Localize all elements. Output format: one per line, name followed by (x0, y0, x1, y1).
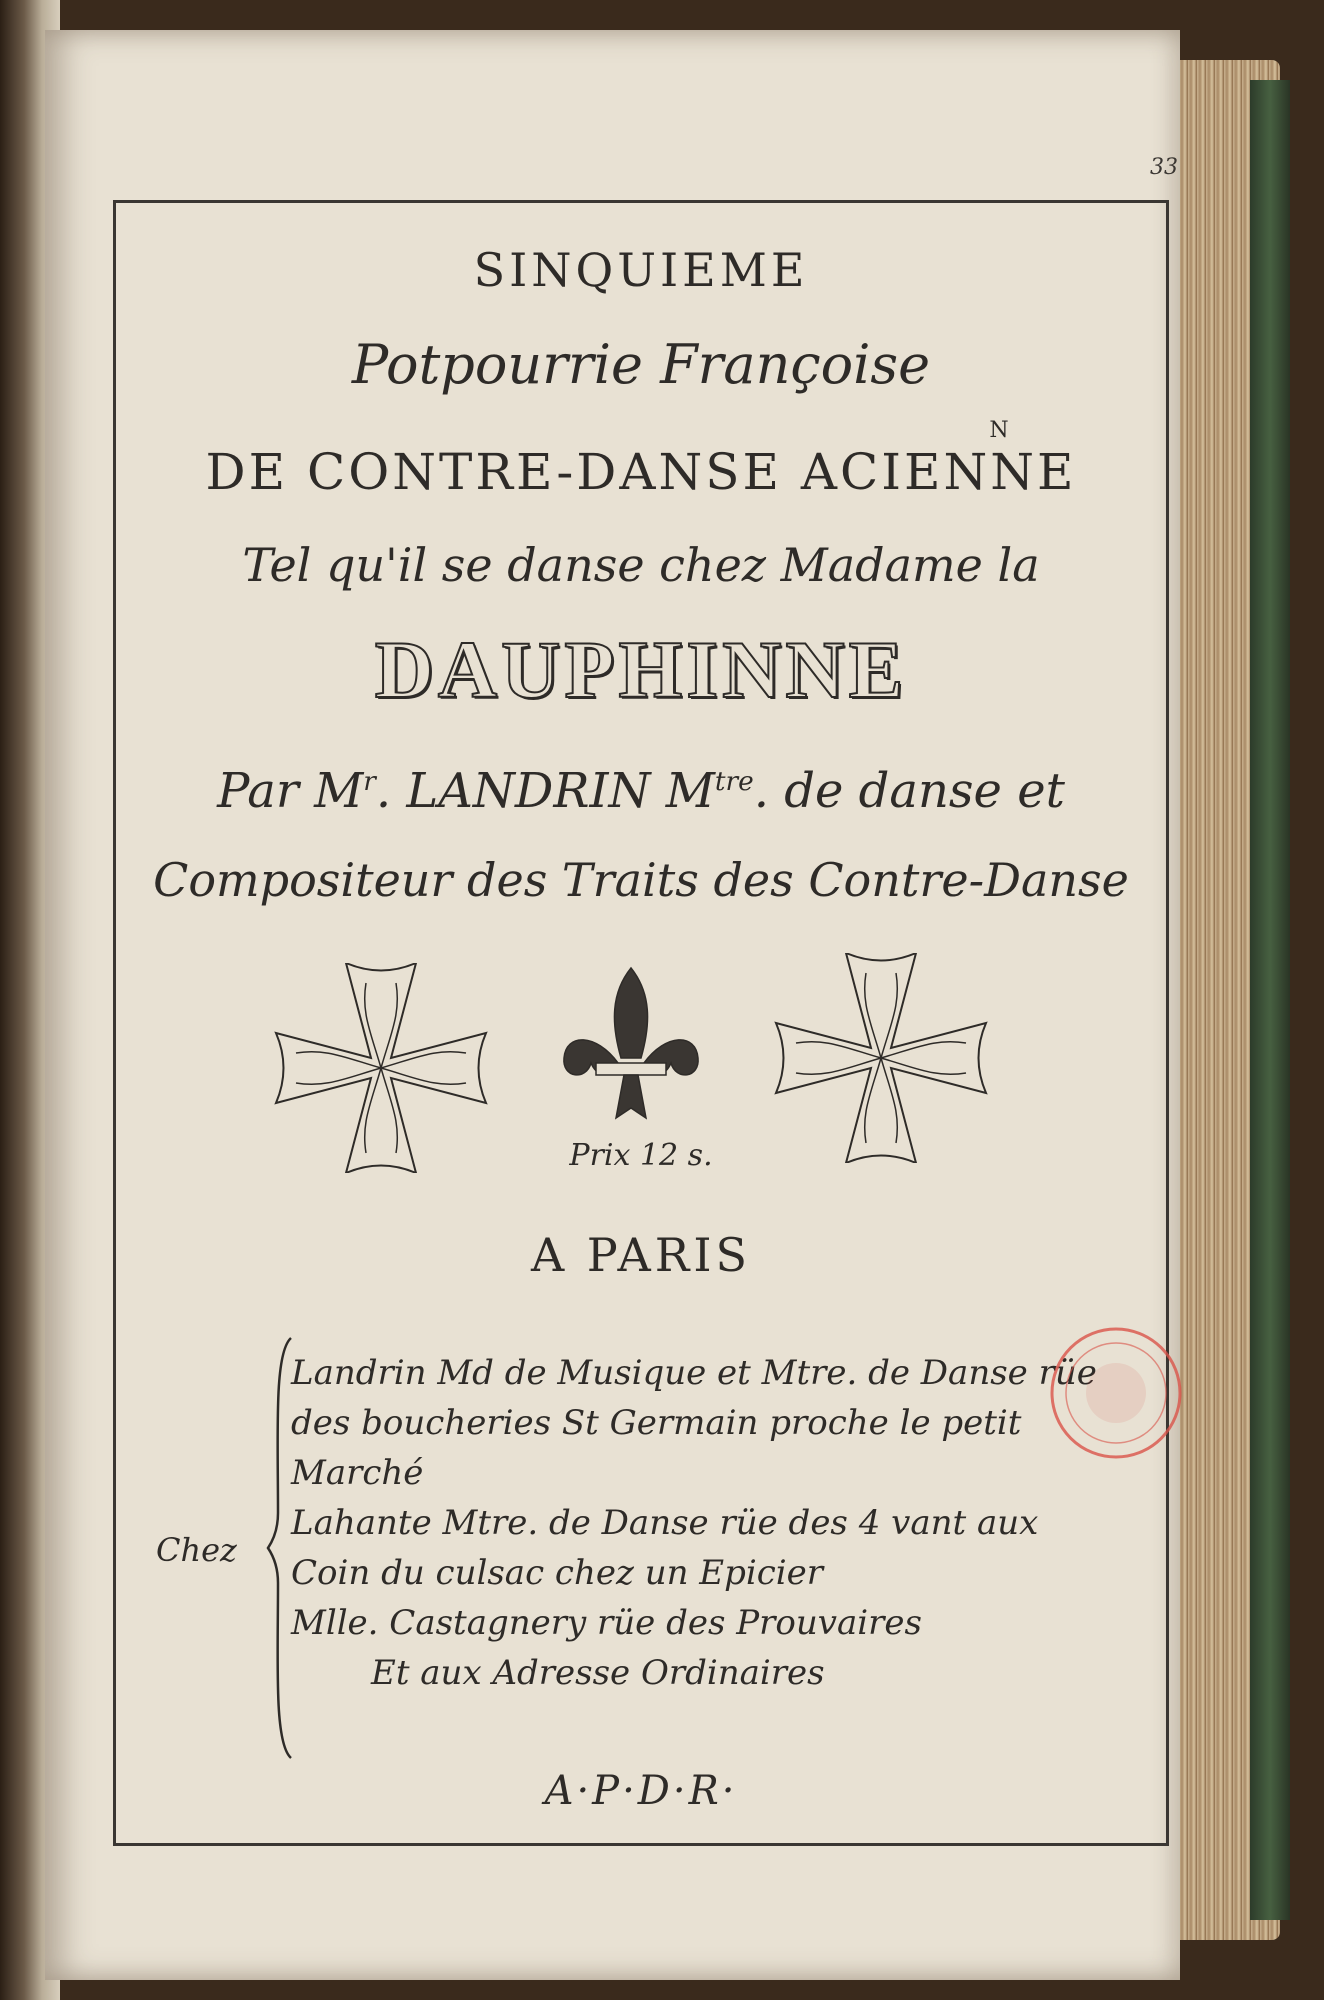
price-label: Prix 12 s. (569, 1138, 713, 1173)
author-suffix: . de danse et (753, 763, 1065, 819)
title-line-sinquieme: SINQUIEME (473, 243, 809, 297)
title-line-compositeur: Compositeur des Traits des Contre-Danse (153, 853, 1129, 907)
title-line-potpourrie: Potpourrie Françoise (351, 333, 931, 396)
address-line: Mlle. Castagnery rüe des Prouvaires (291, 1603, 922, 1643)
title-line-contre-danse: DE CONTRE-DANSE ACIENNE (205, 443, 1077, 501)
address-line: Landrin Md de Musique et Mtre. de Danse rüe (291, 1353, 1097, 1393)
author-sup-1: r (363, 766, 376, 797)
title-frame (113, 200, 1169, 1846)
chez-label: Chez (156, 1531, 237, 1569)
address-line: Coin du culsac chez un Epicier (291, 1553, 824, 1593)
title-page (45, 30, 1180, 1980)
address-line: Marché (291, 1453, 424, 1493)
title-line-tel-quil: Tel qu'il se danse chez Madame la (242, 538, 1040, 592)
fleur-de-lis-icon (556, 963, 706, 1143)
page-number: 33 (1150, 155, 1178, 180)
address-line: Lahante Mtre. de Danse rüe des 4 vant aux (291, 1503, 1039, 1543)
title-line-par-landrin (116, 763, 1166, 819)
author-prefix: Par M (217, 763, 364, 819)
privilege-label: A·P·D·R· (544, 1768, 738, 1814)
cross-pattee-icon (766, 953, 996, 1163)
address-line: des boucheries St Germain proche le petit (291, 1403, 1022, 1443)
book-cover-edge (1250, 80, 1290, 1920)
author-name: . LANDRIN M (375, 763, 715, 819)
city-label: A PARIS (530, 1228, 752, 1282)
address-line: Et aux Adresse Ordinaires (371, 1653, 825, 1693)
author-sup-2: tre (714, 766, 754, 797)
library-stamp (1046, 1323, 1186, 1463)
title-line-dauphinne: DAUPHINNE (374, 624, 908, 715)
title-superscript-n: N (989, 418, 1013, 443)
